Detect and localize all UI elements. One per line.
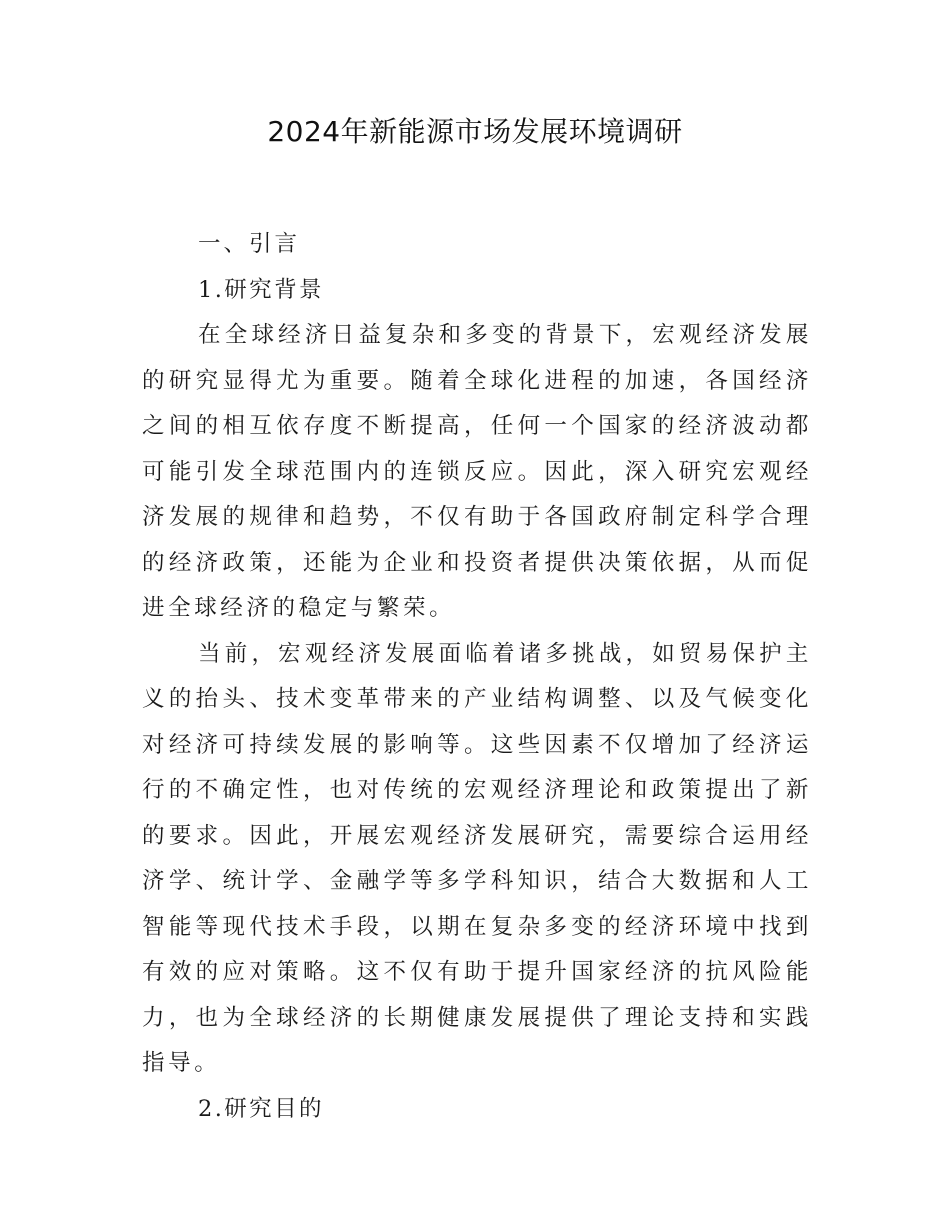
document-body: [142, 222, 812, 1132]
section-heading-introduction: 一、引言: [198, 231, 301, 257]
subsection-heading-research-purpose: 2.研究目的: [198, 1095, 324, 1122]
subsection-heading-research-background: 1.研究背景: [198, 276, 324, 303]
document-title: 2024年新能源市场发展环境调研: [267, 115, 683, 148]
paragraph-background-2: 当前，宏观经济发展面临着诸多挑战，如贸易保护主义的抬头、技术变革带来的产业结构调整、以及气候变化对经济可持续发展的影响等。这些因素不仅增加了经济运行的不确定性，也对传统的宏观经济理论和政策提出了新的要求。因此，开展宏观经济发展研究，需要综合运用经济学、统计学、金融学等多学科知识，结合大数据和人工智能等现代技术手段，以期在复杂多变的经济环境中找到有效的应对策略。这不仅有助于提升国家经济的抗风险能力，也为全球经济的长期健康发展提供了理论支持和实践指导。: [142, 640, 812, 1076]
paragraph-background-1: 在全球经济日益复杂和多变的背景下，宏观经济发展的研究显得尤为重要。随着全球化进程的加速，各国经济之间的相互依存度不断提高，任何一个国家的经济波动都可能引发全球范围内的连锁反应。因此，深入研究宏观经济发展的规律和趋势，不仅有助于各国政府制定科学合理的经济政策，还能为企业和投资者提供决策依据，从而促进全球经济的稳定与繁荣。: [142, 322, 812, 621]
